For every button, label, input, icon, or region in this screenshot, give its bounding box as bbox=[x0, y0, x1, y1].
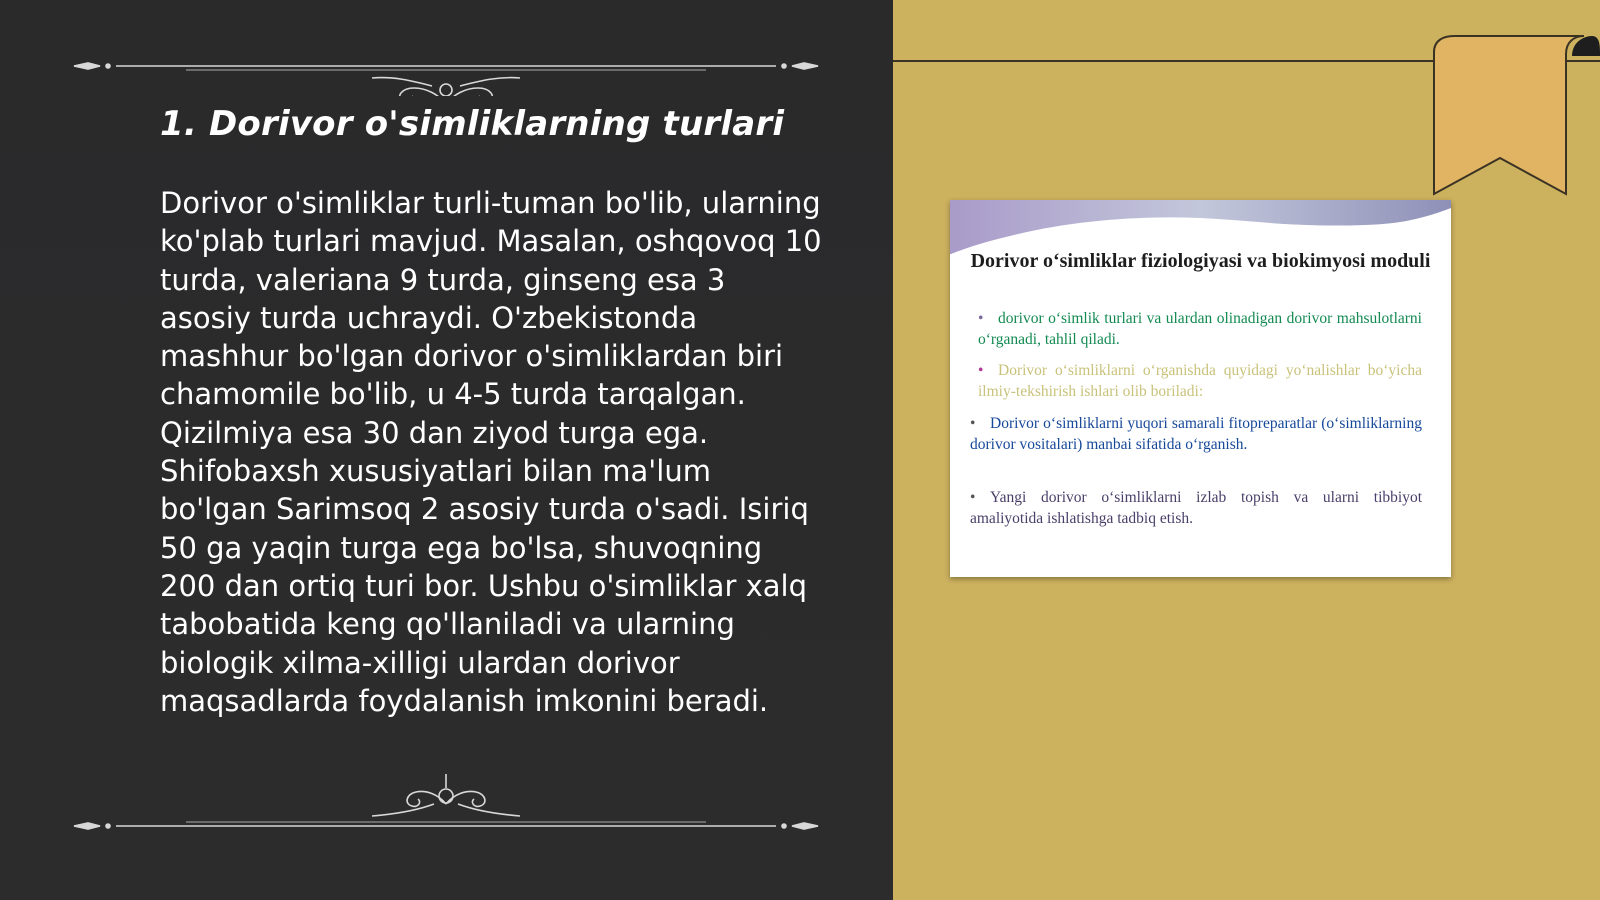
slide-title: 1. Dorivor o'simliklarning turlari bbox=[160, 104, 785, 144]
card-item-4 bbox=[970, 487, 1422, 529]
bullet-icon: • bbox=[978, 362, 984, 379]
bullet-icon: • bbox=[978, 310, 984, 327]
card-item-2 bbox=[978, 360, 1422, 402]
card-item-1-text: dorivor o‘simlik turlari va ulardan olinadigan dorivor mahsulotlarni o‘rganadi, tahlil qiladi. bbox=[978, 310, 1422, 348]
bookmark-ribbon-icon bbox=[1432, 34, 1600, 200]
card-item-3-text: Dorivor o‘simliklarni yuqori samarali fitopreparatlar (o‘simliklarning dorivor vositalari) manbai sifatida o‘rganish. bbox=[970, 415, 1422, 453]
bottom-scroll-ornament-icon bbox=[66, 774, 826, 834]
bullet-icon: • bbox=[970, 415, 976, 432]
card-item-1 bbox=[978, 308, 1422, 350]
card-item-2-text: Dorivor o‘simliklarni o‘rganishda quyidagi yo‘nalishlar bo‘yicha ilmiy-tekshirish ishlari olib boriladi: bbox=[978, 362, 1422, 400]
card-item-3 bbox=[970, 413, 1422, 455]
card-title: Dorivor o‘simliklar fiziologiyasi va biokimyosi moduli bbox=[970, 250, 1431, 272]
bullet-icon: • bbox=[970, 489, 976, 506]
top-scroll-ornament-icon bbox=[66, 36, 826, 96]
module-card bbox=[950, 200, 1451, 577]
slide-body-text: Dorivor o'simliklar turli-tuman bo'lib, ularning ko'plab turlari mavjud. Masalan, oshqovoq 10 turda, valeriana 9 turda, ginseng esa 3 asosiy turda uchraydi. O'zbekistonda mashhur bo'lgan dorivor o'simliklardan biri chamomile bo'lib, u 4-5 turda tarqalgan. Qizilmiya esa 30 dan ziyod turga ega. Shifobaxsh xususiyatlari bilan ma'lum bo'lgan Sarimsoq 2 asosiy turda o'sadi. Isiriq 50 ga yaqin turga ega bo'lsa, shuvoqning 200 dan ortiq turi bor. Ushbu o'simliklar xalq tabobatida keng qo'llaniladi va ularning biologik xilma-xilligi ulardan dorivor maqsadlarda foydalanish imkonini beradi. bbox=[160, 186, 822, 718]
card-item-4-text: Yangi dorivor o‘simliklarni izlab topish va ularni tibbiyot amaliyotida ishlatishga tadbiq etish. bbox=[970, 489, 1422, 527]
